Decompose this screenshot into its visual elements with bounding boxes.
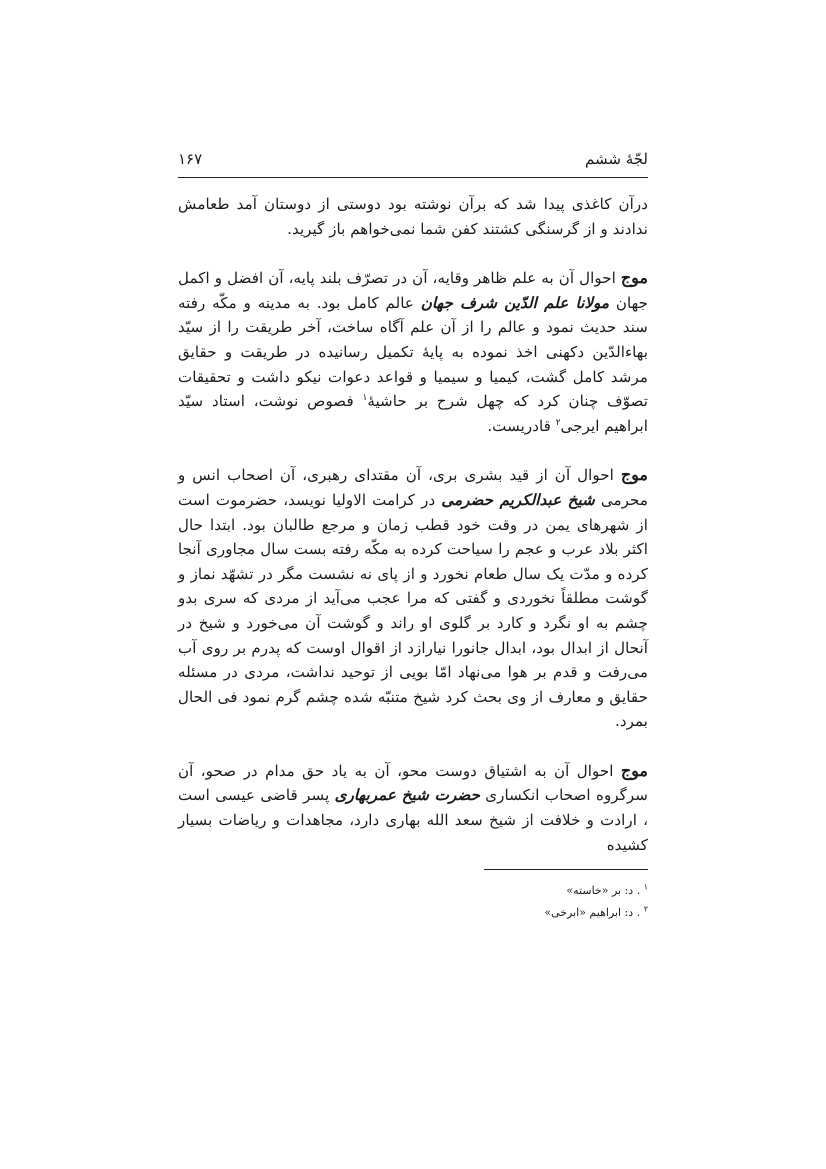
paragraph-3 <box>178 463 648 734</box>
footnote-number: ۲ <box>643 904 648 914</box>
paragraph-text: عالم کامل بود. به مدینه و مکّه رفته سند حدیث نمود و عالم را از آن علم آگاه ساخت، آخر طریقت را از سیّد بهاءالدّین دکهنی اخذ نموده به پایهٔ تکمیل رسانیده در طریقت و حقایق مرشد کامل گشت، کیمیا و سیمیا و قواعد دعوات نیکو داشت و تحقیقات تصوّف چنان کرد که چهل شرح بر حاشیهٔ <box>178 293 648 411</box>
paragraph-text: احوال آن به علم ظاهر وقایه، آن در تصرّف بلند پایه، آن افضل و اکمل جهان <box>178 269 648 312</box>
running-header <box>178 150 648 170</box>
chapter-title: لجّهٔ ششم <box>585 150 648 168</box>
paragraph-text: پسر قاضی عیسی است ، ارادت و خلافت از شیخ سعد الله بهاری دارد، مجاهدات و ریاضات بسیار کشیده <box>178 786 648 854</box>
section-keyword: موج <box>620 760 648 780</box>
footnote-1 <box>178 880 648 902</box>
page-body <box>178 192 648 882</box>
highlighted-name: حضرت شیخ عمربهاری <box>334 786 480 805</box>
footnote-rule <box>484 869 648 870</box>
footnote-number: ۱ <box>643 882 648 892</box>
footnote-ref-2[interactable]: ۲ <box>555 417 561 428</box>
section-keyword: موج <box>620 268 648 288</box>
paragraph-text: قادریست. <box>487 416 556 435</box>
page-number: ۱۶۷ <box>178 150 203 168</box>
paragraph-text: احوال آن از قید بشری بری، آن مقتدای رهبری، آن اصحاب انس و محرمی <box>178 466 648 509</box>
highlighted-name: شیخ عبدالکریم حضرمی <box>441 490 595 509</box>
paragraph-text: فصوص نوشت، استاد سیّد ابراهیم ایرجی <box>178 392 648 435</box>
header-rule <box>178 177 648 178</box>
highlighted-name: مولانا علم الدّین شرف جهان <box>420 293 610 312</box>
paragraph-text: در کرامت الاولیا نویسد، حضرموت است از شهرهای یمن در وقت خود قطب زمان و مرجع طالبان بود. ابتدا حال اکثر بلاد عرب و عجم را سیاحت کرده به مکّه رفته بست سال مجاوری آنجا کرده و مدّت یک سال طعام نخورد و از پای نه نشست مگر در تشهّد نماز و گوشت مطلقاً نخوردی و گفتی که مرا عجب می‌آید از مردی که سری بدو چشم به او نگرد و کارد بر گلوی او راند و گوشت آن می‌خورد و شیخ در آنحال از ابدال بود، ابدال جانورا نیارازد از اقوال اوست که پدرم بر روی آب می‌رفت و قدم بر هوا می‌نهاد امّا بویی از توحید نداشت، مردی در مسئله حقایق و معارف از وی بحث کرد شیخ متنبّه شده چشم گرم نمود فی الحال بمرد. <box>178 490 648 731</box>
paragraph-1 <box>178 192 648 241</box>
paragraph-2 <box>178 266 648 438</box>
footnote-text: . د: بر «خاسته» <box>566 884 641 897</box>
footnote-ref-1[interactable]: ۱ <box>362 393 368 404</box>
footnote-2 <box>178 902 648 924</box>
paragraph-4 <box>178 759 648 857</box>
footnotes <box>178 880 648 924</box>
paragraph-text: احوال آن به اشتیاق دوست محو، آن به یاد حق مدام در صحو، آن سرگروه اصحاب انکساری <box>178 761 648 805</box>
section-keyword: موج <box>620 465 648 485</box>
footnote-text: . د: ابراهیم «ابرخی» <box>544 906 641 919</box>
paragraph-text: درآن کاغذی پیدا شد که برآن نوشته بود دوستی از دوستان آمد طعامش ندادند و از گرسنگی کشتند کفن شما نمی‌خواهم باز گیرید. <box>178 195 648 238</box>
